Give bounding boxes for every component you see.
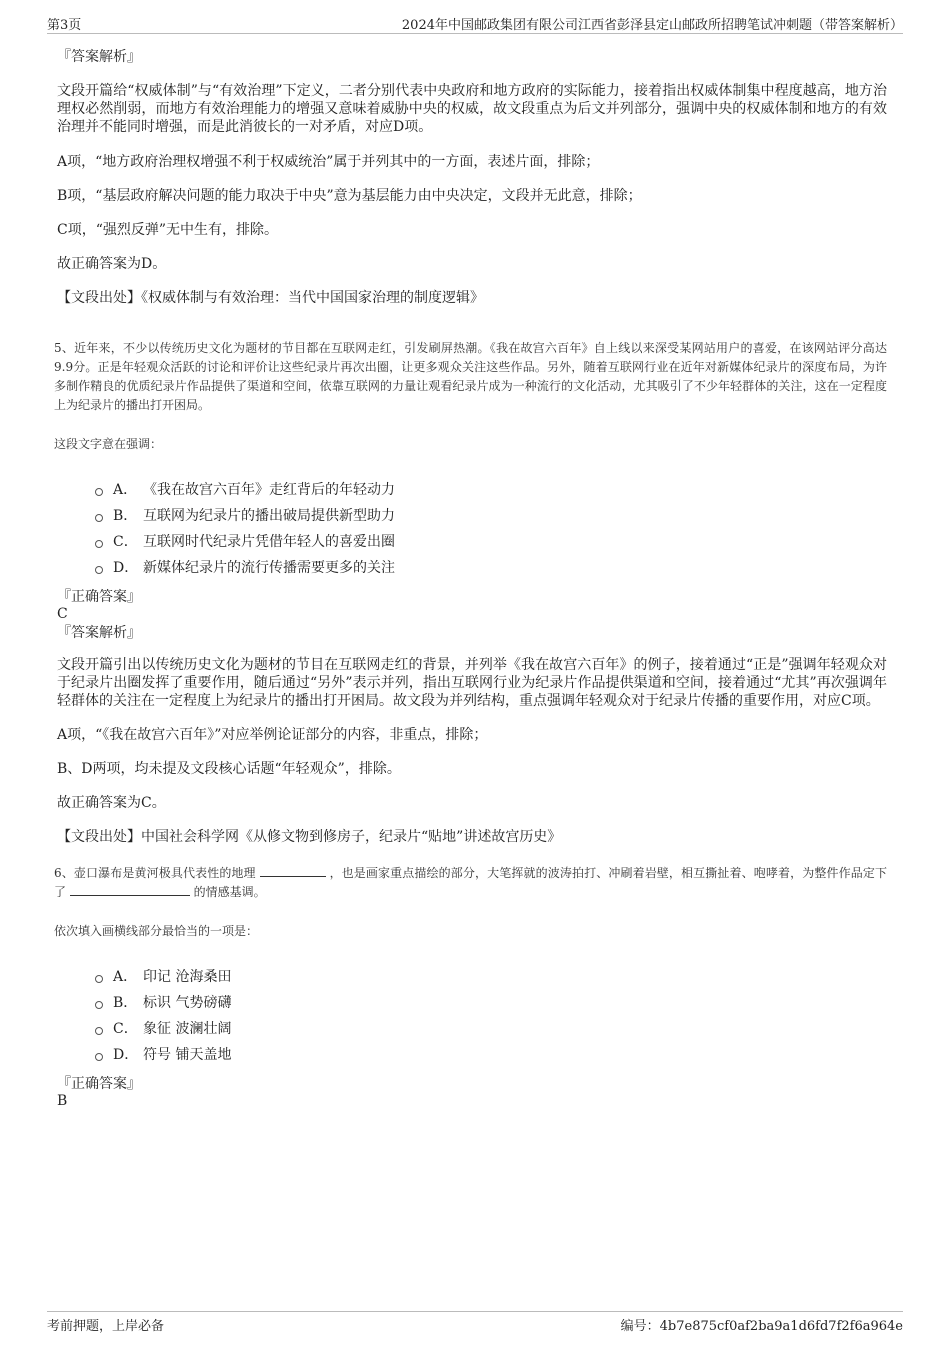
analysis-option-a: A项，“《我在故宫六百年》”对应举例论证部分的内容，非重点，排除； xyxy=(57,727,488,743)
page-number: 第3页 xyxy=(47,18,82,33)
correct-answer-value: C xyxy=(57,606,68,622)
option-label: 印记 沧海桑田 xyxy=(143,969,232,985)
analysis-option-c: C项，“强烈反弹”无中生有，排除。 xyxy=(57,222,279,238)
question-6-prompt: 依次填入画横线部分最恰当的一项是： xyxy=(54,924,259,938)
document-title: 2024年中国邮政集团有限公司江西省彭泽县定山邮政所招聘笔试冲刺题（带答案解析） xyxy=(401,18,903,33)
option-b[interactable]: B． 互联网为纪录片的播出破局提供新型助力 xyxy=(95,502,887,528)
option-a[interactable]: A． 印记 沧海桑田 xyxy=(95,963,887,989)
option-label: 互联网为纪录片的播出破局提供新型助力 xyxy=(143,508,395,524)
option-label: 新媒体纪录片的流行传播需要更多的关注 xyxy=(143,560,395,576)
option-d[interactable]: D． 符号 铺天盖地 xyxy=(95,1041,887,1067)
radio-icon[interactable] xyxy=(95,566,103,574)
analysis-label: 『答案解析』 xyxy=(57,49,141,65)
radio-icon[interactable] xyxy=(95,514,103,522)
radio-icon[interactable] xyxy=(95,488,103,496)
option-label: 《我在故宫六百年》走红背后的年轻动力 xyxy=(143,482,395,498)
analysis-paragraph: 文段开篇给“权威体制”与“有效治理”下定义，二者分别代表中央政府和地方政府的实际能力，接着指出权威体制集中程度越高，地方治理权必然削弱，而地方有效治理能力的增强又意味着威胁中央的权威，故文段重点为后文并列部分，强调中央的权威体制和地方的有效治理并不能同时增强，而是此消彼长的一对矛盾，对应D项。 xyxy=(57,83,887,135)
page-header xyxy=(47,14,903,34)
option-d[interactable]: D． 新媒体纪录片的流行传播需要更多的关注 xyxy=(95,554,887,580)
option-label: 标识 气势磅礴 xyxy=(143,995,232,1011)
option-b[interactable]: B． 标识 气势磅礴 xyxy=(95,989,887,1015)
analysis-source: 【文段出处】《权威体制与有效治理：当代中国国家治理的制度逻辑》 xyxy=(57,290,484,306)
correct-answer-value: B xyxy=(57,1093,68,1109)
document-code: 编号：4b7e875cf0af2ba9a1d6fd7f2f6a964e xyxy=(620,1319,903,1334)
question-6-text: 6、壶口瀑布是黄河极具代表性的地理 ，也是画家重点描绘的部分，大笔挥就的波涛拍打、冲刷着岩壁，相互撕扯着、咆哮着，为整件作品定下了 的情感基调。 xyxy=(54,866,887,899)
analysis-option-bd: B、D两项，均未提及文段核心话题“年轻观众”，排除。 xyxy=(57,761,401,777)
option-label: 互联网时代纪录片凭借年轻人的喜爱出圈 xyxy=(143,534,395,550)
question-5-prompt: 这段文字意在强调： xyxy=(54,437,163,451)
page-content xyxy=(54,46,887,1109)
radio-icon[interactable] xyxy=(95,1027,103,1035)
radio-icon[interactable] xyxy=(95,1001,103,1009)
option-label: 符号 铺天盖地 xyxy=(143,1047,232,1063)
analysis-source: 【文段出处】中国社会科学网《从修文物到修房子，纪录片“贴地”讲述故宫历史》 xyxy=(57,829,562,845)
question-6-options xyxy=(95,963,887,1067)
correct-answer-label: 『正确答案』 xyxy=(57,589,141,605)
analysis-paragraph: 文段开篇引出以传统历史文化为题材的节目在互联网走红的背景，并列举《我在故宫六百年》的例子，接着通过“正是”强调年轻观众对于纪录片出圈发挥了重要作用，随后通过“另外”表示并列，指出互联网行业为纪录片作品提供渠道和空间，接着通过“尤其”再次强调年轻群体的关注在一定程度上为纪录片的播出打开困局。故文段为并列结构，重点强调年轻观众对于纪录片传播的重要作用，对应C项。 xyxy=(57,657,887,709)
option-a[interactable]: A． 《我在故宫六百年》走红背后的年轻动力 xyxy=(95,476,887,502)
option-label: 象征 波澜壮阔 xyxy=(143,1021,232,1037)
option-c[interactable]: C． 象征 波澜壮阔 xyxy=(95,1015,887,1041)
fill-blank-2 xyxy=(70,883,190,896)
option-c[interactable]: C． 互联网时代纪录片凭借年轻人的喜爱出圈 xyxy=(95,528,887,554)
question-5-options xyxy=(95,476,887,580)
analysis-label: 『答案解析』 xyxy=(57,625,141,641)
analysis-option-a: A项，“地方政府治理权增强不利于权威统治”属于并列其中的一方面，表述片面，排除； xyxy=(57,154,600,170)
radio-icon[interactable] xyxy=(95,975,103,983)
question-5-text: 5、近年来，不少以传统历史文化为题材的节目都在互联网走红，引发刷屏热潮。《我在故宫六百年》自上线以来深受某网站用户的喜爱，在该网站评分高达9.9分。正是年轻观众活跃的讨论和评价让这些纪录片再次出圈，让更多观众关注这些作品。另外，随着互联网行业在近年对新媒体纪录片的深度布局，为许多制作精良的优质纪录片作品提供了渠道和空间，依靠互联网的力量让观看纪录片成为一种流行的文化活动，尤其吸引了不少年轻群体的关注，这在一定程度上为纪录片的播出打开困局。 xyxy=(54,341,887,412)
correct-answer-label: 『正确答案』 xyxy=(57,1076,141,1092)
analysis-option-b: B项，“基层政府解决问题的能力取决于中央”意为基层能力由中央决定，文段并无此意，排除； xyxy=(57,188,642,204)
analysis-conclusion: 故正确答案为D。 xyxy=(57,256,167,272)
footer-slogan: 考前押题，上岸必备 xyxy=(47,1319,165,1334)
analysis-conclusion: 故正确答案为C。 xyxy=(57,795,166,811)
fill-blank-1 xyxy=(260,864,326,877)
radio-icon[interactable] xyxy=(95,1053,103,1061)
page-footer xyxy=(47,1311,903,1337)
radio-icon[interactable] xyxy=(95,540,103,548)
